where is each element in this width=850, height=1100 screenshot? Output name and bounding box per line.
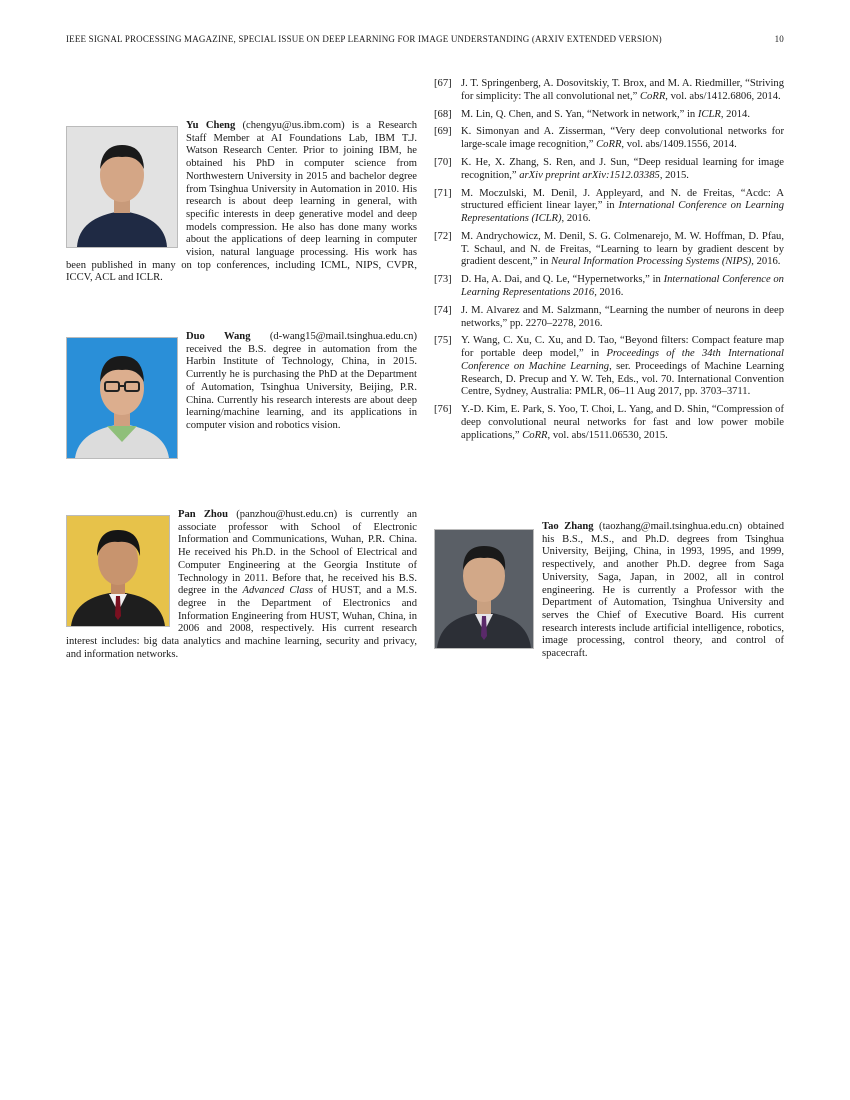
author-bio-duo-wang xyxy=(66,331,417,461)
reference-venue: Proceedings of the 34th International Conference on Machine Learning xyxy=(461,348,784,372)
author-photo xyxy=(66,126,178,248)
reference-item xyxy=(434,335,784,399)
reference-venue: ICLR xyxy=(697,108,721,120)
author-email: (d-wang15@mail.tsinghua.edu.cn) xyxy=(269,331,417,342)
reference-number: [72] xyxy=(434,230,452,242)
author-bio-tao-zhang xyxy=(434,521,784,661)
author-photo xyxy=(66,515,170,627)
author-bio-italic: Advanced Class xyxy=(242,585,313,597)
reference-text: M. Moczulski, M. Denil, J. Appleyard, and N. de Freitas, “Acdc: A structured efficient linear layer,” in xyxy=(461,187,784,212)
reference-list xyxy=(434,78,784,447)
reference-venue: International Conference on Learning Representations 2016 xyxy=(461,274,784,298)
reference-item xyxy=(434,157,784,182)
reference-text: D. Ha, A. Dai, and Q. Le, “Hypernetworks,” in xyxy=(461,274,664,286)
reference-number: [73] xyxy=(434,274,452,286)
author-bio-pan-zhou xyxy=(66,509,417,661)
reference-number: [68] xyxy=(434,108,452,120)
reference-item xyxy=(434,231,784,269)
reference-details: , ser. Proceedings of Machine Learning Research, D. Precup and Y. W. Teh, Eds., vol. 70. International Convention Centre, Sydney, Australia: PMLR, 06–11 Aug 2017, pp. 3703–3711. xyxy=(461,360,785,398)
reference-text: Y.-D. Kim, E. Park, S. Yoo, T. Choi, L. Yang, and D. Shin, “Compression of deep convolutional neural networks for fast and low power mobile applications,” xyxy=(461,404,784,441)
author-name: Yu Cheng xyxy=(186,120,236,131)
reference-number: [76] xyxy=(434,404,452,416)
reference-venue: Neural Information Processing Systems (NIPS) xyxy=(551,256,752,268)
reference-number: [69] xyxy=(434,126,452,138)
running-header xyxy=(66,34,784,48)
reference-details: , 2015. xyxy=(659,169,689,181)
reference-number: [71] xyxy=(434,187,452,199)
author-name: Duo Wang xyxy=(186,331,251,342)
author-bio-yu-cheng xyxy=(66,120,417,285)
person-portrait-icon xyxy=(67,127,177,247)
author-email: (taozhang@mail.tsinghua.edu.cn) xyxy=(599,521,743,532)
reference-details: , 2016. xyxy=(751,256,781,268)
reference-venue: CoRR xyxy=(522,429,548,441)
reference-number: [67] xyxy=(434,78,452,89)
reference-venue: arXiv preprint arXiv:1512.03385 xyxy=(519,169,660,181)
reference-text: J. T. Springenberg, A. Dosovitskiy, T. Brox, and M. A. Riedmiller, “Striving for simplicity: The all convolutional net,” xyxy=(461,78,784,102)
reference-details: , vol. abs/1511.06530, 2015. xyxy=(547,429,668,441)
reference-number: [70] xyxy=(434,157,452,169)
reference-item xyxy=(434,109,784,122)
author-bio-text-a: is currently an associate professor with School of Electronic Information and Communications, Wuhan, P.R. China. He received his Ph.D. in the School of Electrical and Computer Engineering at the Georgia Institute of Technology in 2011. Before that, he received his B.S. degree in the xyxy=(178,509,417,597)
reference-venue: CoRR xyxy=(596,139,622,151)
page-number: 10 xyxy=(774,34,784,44)
author-bio-text: is a Research Staff Member at AI Foundations Lab, IBM T.J. Watson Research Center. Prior to joining IBM, he obtained his PhD in computer science from Northwestern University in 2015 and bachelor degree from Tsinghua University in Automation in 2010. His research is about deep learning in general, with specific interests in deep generative model and deep models compression. He also has done many works about the applications of deep learning in computer vision, natural language processing. His work has been published in many on top conferences, including ICML, NIPS, CVPR, ICCV, ACL and ICLR. xyxy=(66,120,417,284)
author-name: Tao Zhang xyxy=(542,521,594,532)
reference-item xyxy=(434,78,784,103)
reference-text: M. Lin, Q. Chen, and S. Yan, “Network in network,” in xyxy=(461,108,698,120)
reference-details: , vol. abs/1412.6806, 2014. xyxy=(665,90,781,102)
reference-details: , 2016. xyxy=(561,213,591,225)
reference-number: [74] xyxy=(434,304,452,316)
reference-text: J. M. Alvarez and M. Salzmann, “Learning the number of neurons in deep networks,” pp. 2270–2278, 2016. xyxy=(461,304,784,329)
reference-item xyxy=(434,404,784,442)
reference-text: K. Simonyan and A. Zisserman, “Very deep convolutional networks for large-scale image recognition,” xyxy=(461,126,784,151)
reference-item xyxy=(434,188,784,226)
reference-text: M. Andrychowicz, M. Denil, S. G. Colmenarejo, M. W. Hoffman, D. Pfau, T. Schaul, and N. de Freitas, “Learning to learn by gradient descent by gradient descent,” in xyxy=(461,230,784,268)
reference-item xyxy=(434,305,784,330)
author-bio-text: obtained his B.S., M.S., and Ph.D. degrees from Tsinghua University, Beijing, China, in 1993, 1995, and 1999, respectively, and another Ph.D. degree from Saga University, Saga, Japan, in 2002, all in control engineering. He is currently a Professor with the Department of Automation, Tsinghua University and serves the Chief of Executive Board. His current research interests include artificial intelligence, robotics, image processing, control theory, and control of spacecraft. xyxy=(542,521,784,660)
reference-item xyxy=(434,126,784,151)
reference-details: , 2014. xyxy=(720,108,750,120)
reference-item xyxy=(434,274,784,299)
person-portrait-icon xyxy=(67,516,169,626)
author-name: Pan Zhou xyxy=(178,509,228,520)
reference-details: , vol. abs/1409.1556, 2014. xyxy=(621,139,737,151)
person-portrait-icon xyxy=(435,530,533,648)
author-photo xyxy=(66,337,178,459)
author-email: (chengyu@us.ibm.com) xyxy=(242,120,345,131)
reference-text: Y. Wang, C. Xu, C. Xu, and D. Tao, “Beyond filters: Compact feature map for portable deep model,” in xyxy=(461,335,784,360)
author-bio-text-b: of HUST, and a M.S. degree in the Department of Electronics and Information Engineering from HUST, Wuhan, China, in 2006 and 2008, respectively. His current research interest includes: big data analytics and machine learning, security and privacy, and information networks. xyxy=(66,585,418,660)
author-photo xyxy=(434,529,534,649)
reference-number: [75] xyxy=(434,335,452,347)
person-portrait-icon xyxy=(67,338,177,458)
author-email: (panzhou@hust.edu.cn) xyxy=(236,509,338,520)
author-bio-text: received the B.S. degree in automation from the Harbin Institute of Technology, China, in 2015. Currently he is purchasing the PhD at the Department of Automation, Tsinghua University, Beijing, P.R. China. Currently his research interests are about deep learning/machine learning, and its applications in computer vision and robotics vision. xyxy=(186,343,417,431)
reference-venue: International Conference on Learning Representations (ICLR) xyxy=(461,200,785,225)
reference-venue: CoRR xyxy=(639,90,666,102)
reference-details: , 2016. xyxy=(594,286,624,298)
reference-text: K. He, X. Zhang, S. Ren, and J. Sun, “Deep residual learning for image recognition,” xyxy=(461,157,784,181)
running-title: IEEE SIGNAL PROCESSING MAGAZINE, SPECIAL ISSUE ON DEEP LEARNING FOR IMAGE UNDERSTANDING (ARXIV EXTENDED VERSION) xyxy=(66,34,662,44)
